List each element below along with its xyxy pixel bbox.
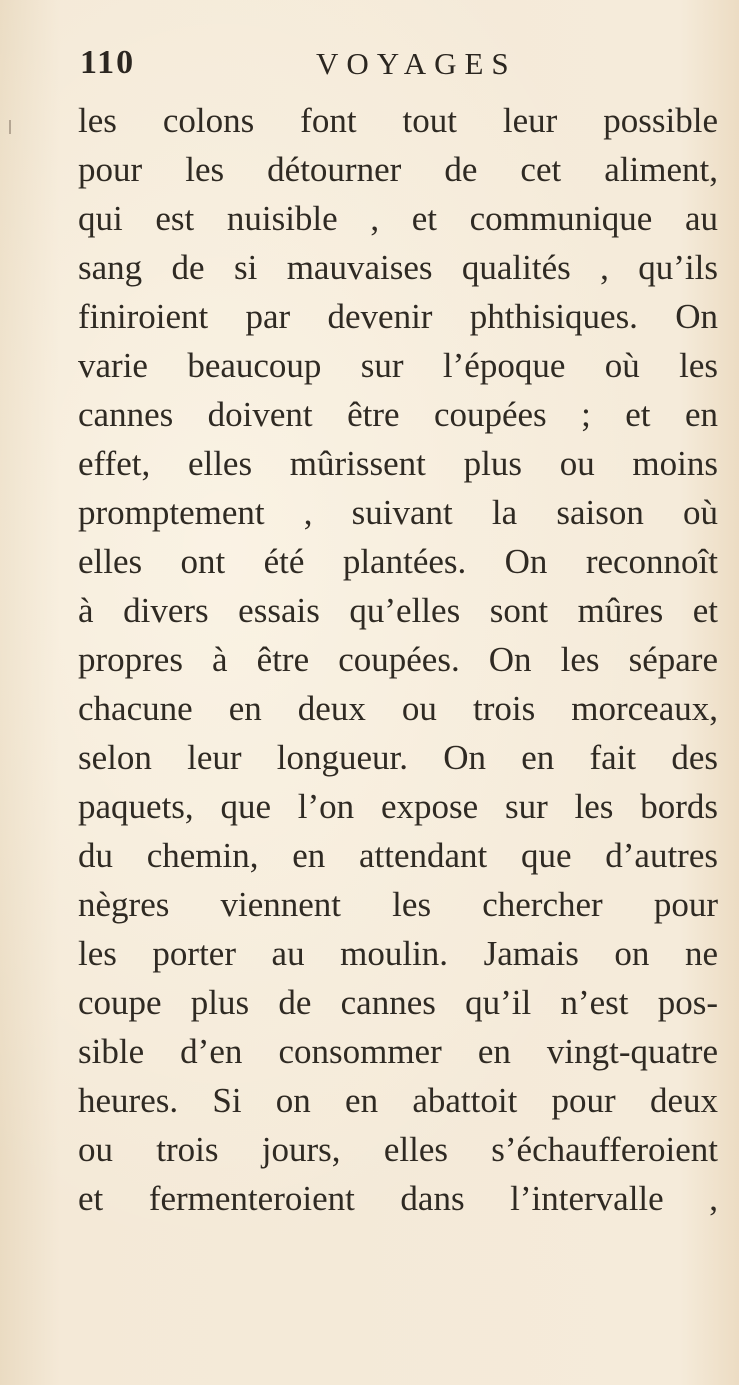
body-text	[78, 96, 718, 1223]
text-line: les colons font tout leur possible	[78, 101, 718, 140]
running-head: VOYAGES	[316, 46, 517, 81]
text-line: propres à être coupées. On les sépare	[78, 640, 718, 679]
text-line: nègres viennent les chercher pour	[78, 885, 718, 924]
text-line: heures. Si on en abattoit pour deux	[78, 1081, 718, 1120]
text-line: varie beaucoup sur l’époque où les	[78, 346, 718, 385]
text-line: effet, elles mûrissent plus ou moins	[78, 444, 718, 483]
text-line: et fermenteroient dans l’intervalle ,	[78, 1179, 718, 1218]
text-line: qui est nuisible , et communique au	[78, 199, 718, 238]
text-line: du chemin, en attendant que d’autres	[78, 836, 718, 875]
text-line: elles ont été plantées. On reconnoît	[78, 542, 718, 581]
text-line: ou trois jours, elles s’échaufferoient	[78, 1130, 718, 1169]
page-header	[80, 44, 720, 88]
text-line: paquets, que l’on expose sur les bords	[78, 787, 718, 826]
page-number: 110	[80, 44, 136, 81]
text-line: selon leur longueur. On en fait des	[78, 738, 718, 777]
text-line: à divers essais qu’elles sont mûres et	[78, 591, 718, 630]
text-line: sang de si mauvaises qualités , qu’ils	[78, 248, 718, 287]
text-line: coupe plus de cannes qu’il n’est pos-	[78, 983, 718, 1022]
text-line: les porter au moulin. Jamais on ne	[78, 934, 718, 973]
margin-mark	[9, 120, 11, 134]
text-line: pour les détourner de cet aliment,	[78, 150, 718, 189]
text-line: finiroient par devenir phthisiques. On	[78, 297, 718, 336]
text-line: cannes doivent être coupées ; et en	[78, 395, 718, 434]
text-line: promptement , suivant la saison où	[78, 493, 718, 532]
text-line: sible d’en consommer en vingt-quatre	[78, 1032, 718, 1071]
text-line: chacune en deux ou trois morceaux,	[78, 689, 718, 728]
